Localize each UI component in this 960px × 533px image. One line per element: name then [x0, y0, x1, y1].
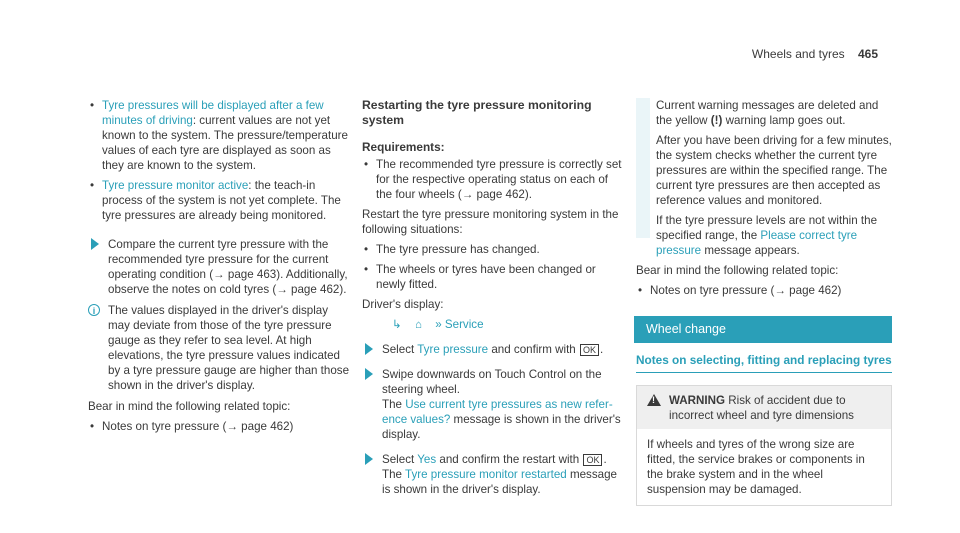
- list-item: • The tyre pressure has changed.: [362, 242, 624, 257]
- info-icon: i: [88, 304, 100, 316]
- instruction-step: Swipe downwards on Touch Control on the steering wheel. The Use current tyre pressures as new reference values? message is shown in the driver's display.: [362, 367, 624, 442]
- warning-box: [636, 385, 892, 506]
- step-continuation-bar: [636, 98, 650, 238]
- display-label: Driver's display:: [362, 298, 444, 311]
- warning-label: WARNING: [669, 394, 726, 407]
- arrow-icon: [91, 238, 99, 250]
- warning-icon: [647, 394, 661, 406]
- warning-short: Risk of accident due to incorrect wheel and tyre dimensions: [669, 394, 854, 422]
- column-1: [88, 98, 350, 439]
- section-banner: Wheel change: [634, 316, 892, 343]
- subsection-heading: Notes on selecting, fitting and replacing tyres: [636, 353, 892, 373]
- double-chevron-icon: »: [435, 318, 442, 331]
- section-heading: Restarting the tyre pressure monitoring system: [362, 98, 592, 127]
- column-3: [636, 98, 892, 506]
- message-link[interactable]: Use current tyre pressures as new reference values?: [382, 398, 613, 426]
- info-note: i The values displayed in the driver's display may deviate from those of the tyre pressure gauge as they refer to sea level. At high elevations, the tyre pressure values indicated by a tyre pressure gauge are higher than those shown in the driver's display.: [88, 303, 350, 393]
- ok-button-icon: OK: [580, 344, 599, 356]
- requirements-heading: Requirements:: [362, 140, 445, 154]
- related-intro: Bear in mind the following related topic:: [88, 400, 291, 413]
- paragraph: Restart the tyre pressure monitoring system in the following situations:: [362, 208, 619, 236]
- section-title: Wheels and tyres: [751, 47, 845, 61]
- message-link[interactable]: Tyre pressure monitor restarted: [405, 468, 567, 481]
- related-topic: • Notes on tyre pressure (→ page 462): [636, 283, 892, 298]
- related-topic: • Notes on tyre pressure (→ page 462): [88, 419, 350, 434]
- arrow-icon: [365, 368, 373, 380]
- message-link[interactable]: Tyre pressures will be displayed after a few minutes of driving: [102, 99, 324, 127]
- menu-link[interactable]: Tyre pressure: [417, 343, 489, 356]
- page-number: 465: [857, 47, 878, 61]
- list-item: • Tyre pressure monitor active: the teach-in process of the system is not yet complete. The tyre pressures are already being monitored.: [88, 178, 350, 223]
- page-header: [752, 47, 878, 62]
- related-intro: Bear in mind the following related topic:: [636, 264, 839, 277]
- step-continuation: Current warning messages are deleted and the yellow (!) warning lamp goes out. After you have been driving for a few minutes, the system checks whether the current tyre pressures are within the specified range. The current tyre pressures are then accepted as reference values and monitored. If the tyre pressure levels are not within the specified range, the Please correct tyre pressure message appears.: [656, 99, 892, 257]
- arrow-icon: [365, 453, 373, 465]
- instruction-step: Select Yes and confirm the restart with OK . The Tyre pressure monitor restarted message is shown in the driver's display.: [362, 452, 624, 497]
- list-item: • The recommended tyre pressure is correctly set for the respective operating status on each of the four wheels (→ page 462).: [362, 157, 624, 202]
- ok-button-icon: OK: [583, 454, 602, 466]
- list-item: • The wheels or tyres have been changed or newly fitted.: [362, 262, 624, 292]
- home-icon: ⌂: [414, 318, 422, 331]
- menu-path: [362, 317, 624, 332]
- instruction-step: Select Tyre pressure and confirm with OK .: [362, 342, 624, 357]
- instruction-step: Compare the current tyre pressure with the recommended tyre pressure for the current operating condition (→ page 463). Additionally, observe the notes on cold tyres (→ page 462).: [88, 237, 350, 297]
- column-2: [362, 98, 624, 503]
- menu-path-service[interactable]: Service: [444, 318, 484, 331]
- message-link[interactable]: Tyre pressure monitor active: [102, 179, 249, 192]
- warning-body: If wheels and tyres of the wrong size are fitted, the service brakes or components in the brake system and in the wheel suspension may be damaged.: [647, 438, 865, 496]
- menu-link[interactable]: Yes: [417, 453, 437, 466]
- list-item: • Tyre pressures will be displayed after a few minutes of driving: current values are not yet known to the system. The pressure/temperature values of each tyre are displayed as soon as they are known to the system.: [88, 98, 350, 173]
- return-arrow-icon: ↳: [392, 318, 402, 331]
- arrow-icon: [365, 343, 373, 355]
- tyre-warning-lamp-icon: (!): [710, 114, 723, 127]
- message-link[interactable]: Please correct tyre pressure: [656, 229, 858, 257]
